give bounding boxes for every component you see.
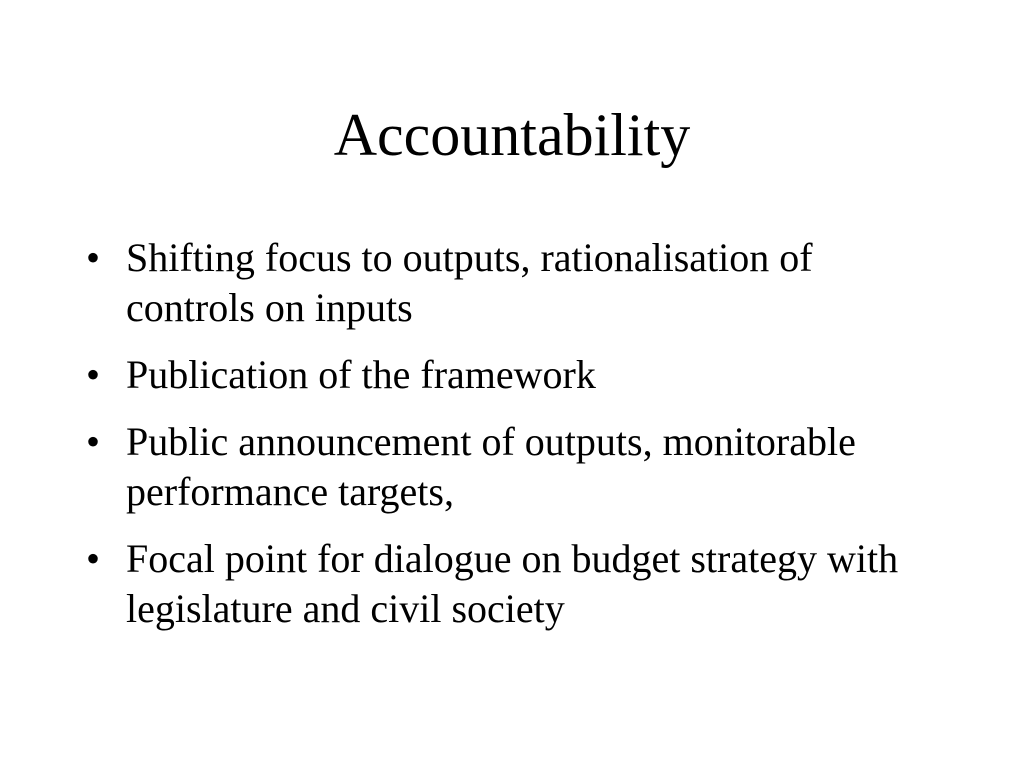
bullet-item: [86, 417, 936, 517]
bullet-marker: •: [86, 419, 101, 464]
bullet-text: Shifting focus to outputs, rationalisation of controls on inputs: [126, 235, 813, 330]
bullet-item: [86, 350, 936, 400]
bullet-list: [86, 233, 936, 651]
bullet-marker: •: [86, 536, 101, 581]
bullet-marker: •: [86, 235, 101, 280]
bullet-text: Public announcement of outputs, monitorable performance targets,: [126, 419, 856, 514]
bullet-text: Focal point for dialogue on budget strategy with legislature and civil society: [126, 536, 899, 631]
slide-title: Accountability: [333, 102, 691, 168]
bullet-marker: •: [86, 352, 101, 397]
bullet-text: Publication of the framework: [126, 352, 596, 397]
bullet-item: [86, 233, 936, 333]
bullet-item: [86, 534, 936, 634]
